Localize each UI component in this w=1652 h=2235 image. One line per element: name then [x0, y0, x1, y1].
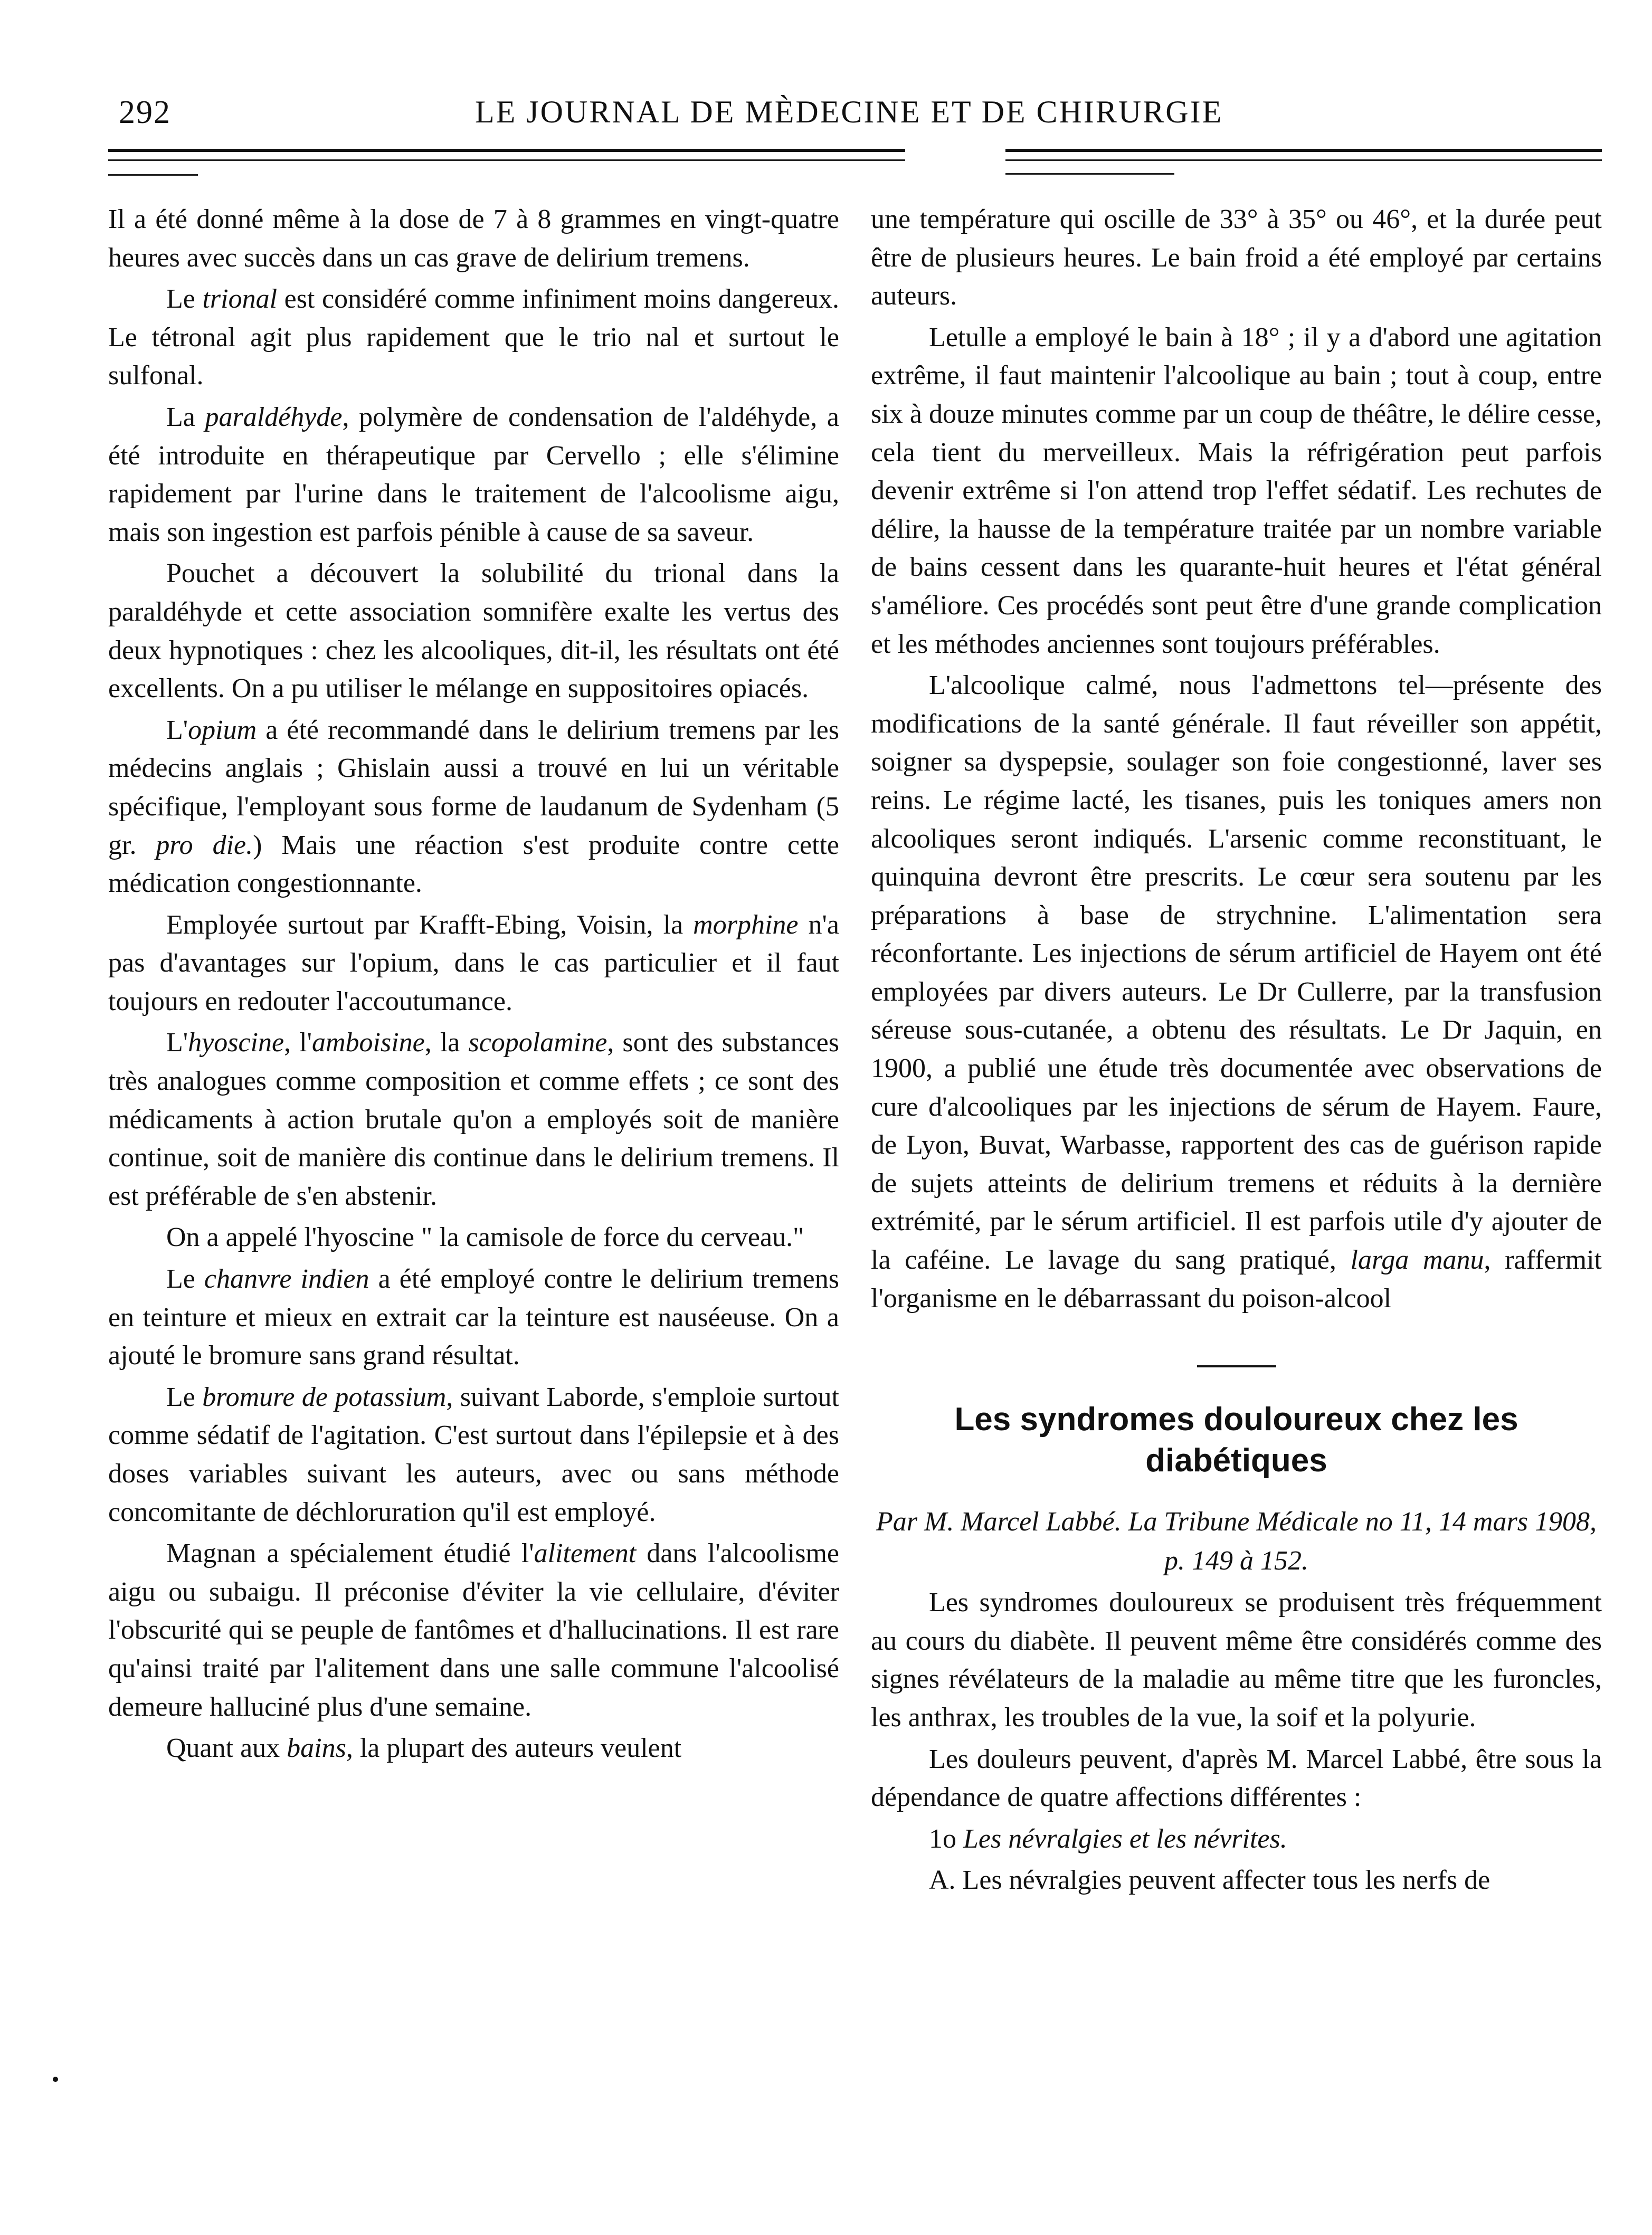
term-amboisine: amboisine	[312, 1028, 425, 1058]
header-rule-short-left	[108, 174, 198, 176]
left-column	[108, 201, 839, 1768]
term-larga-manu: larga manu	[1350, 1245, 1484, 1276]
paragraph-morphine	[108, 906, 839, 1021]
term-trional: trional	[202, 284, 278, 315]
term-pro-die: pro die.	[156, 830, 253, 860]
header-rule-left	[108, 149, 905, 152]
right-column	[871, 201, 1602, 1900]
paragraph-pouchet	[108, 555, 839, 708]
text: , sont des substances très analogues comme composition et comme effets ; ce sont des médicaments à action brutale qu'on a employés soit de manière continue, soit de manière dis continue dans le delirium tremens. Il est préférable de s'en abstenir.	[108, 1028, 839, 1211]
text: L'	[166, 1028, 188, 1058]
text: Magnan a spécialement étudié l'	[166, 1538, 534, 1569]
paragraph-trional	[108, 280, 839, 395]
text: L'	[166, 715, 188, 745]
text: a été recommandé dans le delirium tremens par les médecins anglais ; Ghislain aussi a trouvé en lui un véritable spécifique, l'employant sous forme de laudanum de Sydenham (5 gr.	[108, 715, 839, 860]
text: Les syndromes douloureux se produisent très fréquemment au cours du diabète. Il peuvent même être considérés comme des signes révélateurs de la maladie au même titre que les furoncles, les anthrax, les troubles de la vue, la soif et la polyurie.	[871, 1587, 1602, 1733]
term-bromure: bromure de potassium	[202, 1382, 447, 1412]
paragraph-bromure	[108, 1378, 839, 1532]
section-title: Les syndromes douloureux chez les diabétiques	[954, 1401, 1518, 1479]
paragraph-douleurs	[871, 1741, 1602, 1817]
paragraph-nevralgies-heading	[871, 1820, 1602, 1859]
section-separator	[1197, 1365, 1276, 1367]
text: Le	[166, 1264, 204, 1295]
text: , l'	[284, 1028, 312, 1058]
paragraph-paraldehyde	[108, 398, 839, 551]
header-rule-right	[1005, 149, 1602, 152]
paragraph-alitement	[108, 1535, 839, 1726]
paragraph-letulle	[871, 319, 1602, 663]
margin-dot	[53, 2077, 58, 2082]
header-rule-right-thin	[1005, 159, 1602, 161]
text: une température qui oscille de 33° à 35° ou 46°, et la durée peut être de plusieurs heures. Le bain froid a été employé par certains auteurs.	[871, 204, 1602, 311]
text: , suivant Laborde, s'emploie surtout comme sédatif de l'agitation. C'est surtout dans l'épilepsie et à des doses variables suivant les auteurs, avec ou sans méthode concomitante de déchloruration qu'il est employé.	[108, 1382, 840, 1527]
text: , la plupart des auteurs veulent	[346, 1733, 682, 1764]
text: Les douleurs peuvent, d'après M. Marcel Labbé, être sous la dépendance de quatre affections différentes :	[871, 1744, 1602, 1813]
text: Le	[166, 284, 203, 315]
page-number: 292	[119, 94, 171, 130]
text: dans l'alcoolisme aigu ou subaigu. Il préconise d'éviter la vie cellulaire, d'éviter l'obscurité qui se peuple de fantômes et d'hallucinations. Il est rare qu'ainsi traité par l'alitement dans une salle commune l'alcoolisé demeure halluciné plus d'une semaine.	[108, 1538, 839, 1722]
text: Pouchet a découvert la solubilité du trional dans la paraldéhyde et cette association somnifère exalte les vertus des deux hypnotiques : chez les alcooliques, dit-il, les résultats ont été excellents. On a pu utiliser le mélange en suppositoires opiacés.	[108, 558, 839, 704]
paragraph-chanvre	[108, 1260, 839, 1375]
term-chanvre-indien: chanvre indien	[204, 1264, 369, 1295]
paragraph-hyoscine	[108, 1024, 839, 1215]
paragraph-nevralgies	[871, 1861, 1602, 1900]
text: a été employé contre le delirium tremens en teinture et mieux en extrait car la teinture est nauséeuse. On a ajouté le bromure sans grand résultat.	[108, 1264, 839, 1371]
term-morphine: morphine	[693, 909, 799, 940]
paragraph-opium	[108, 711, 839, 903]
text: n'a pas d'avantages sur l'opium, dans le cas particulier et il faut toujours en redouter l'accoutumance.	[108, 909, 839, 1016]
text: , raffermit l'organisme en le débarrassant du poison-alcool	[871, 1245, 1602, 1314]
term-bains: bains	[287, 1733, 346, 1764]
text: On a appelé l'hyoscine " la camisole de force du cerveau."	[166, 1222, 804, 1253]
term-paraldehyde: paraldéhyde	[205, 402, 343, 432]
paragraph	[108, 201, 839, 277]
term-opium: opium	[188, 715, 257, 745]
journal-title: LE JOURNAL DE MÈDECINE ET DE CHIRURGIE	[475, 94, 1223, 129]
header-rule-left-thin	[108, 159, 905, 161]
text: Letulle a employé le bain à 18° ; il y a d'abord une agitation extrême, il faut maintenir l'alcoolique au bain ; tout à coup, entre six à douze minutes comme par un coup de théâtre, le délire cesse, cela tient du merveilleux. Mais la réfrigération peut parfois devenir extrême si l'on attend trop l'effet sédatif. Les rechutes de délire, la hausse de la température traitée par un nombre variable de bains cessent dans les quarante-huit heures et l'état général s'améliore. Ces procédés sont peut être d'une grande complication et les méthodes anciennes sont toujours préférables.	[871, 322, 1602, 659]
term-hyoscine: hyoscine	[188, 1028, 284, 1058]
text: 1o	[929, 1823, 963, 1854]
text: Il a été donné même à la dose de 7 à 8 grammes en vingt-quatre heures avec succès dans un cas grave de delirium tremens.	[108, 204, 839, 273]
term-alitement: alitement	[534, 1538, 637, 1569]
paragraph-syndromes	[871, 1584, 1602, 1737]
paragraph-bains	[108, 1729, 839, 1768]
paragraph-camisole	[108, 1219, 839, 1257]
text: ) Mais une réaction s'est produite contre cette médication congestionnante.	[108, 830, 839, 899]
text: Employée surtout par Krafft-Ebing, Voisin, la	[166, 909, 694, 940]
text: L'alcoolique calmé, nous l'admettons tel—présente des modifications de la santé générale. Il faut réveiller son appétit, soigner sa dyspepsie, soulager son foie congestionné, laver ses reins. Le régime lacté, les tisanes, puis les toniques amers non alcooliques seront indiqués. L'arsenic comme reconstituant, le quinquina devront être prescrits. Le cœur sera soutenu par les préparations à base de strychnine. L'alimentation sera réconfortante. Les injections de sérum artificiel de Hayem ont été employées par divers auteurs. Le Dr Cullerre, par la transfusion séreuse sous-cutanée, a obtenu des résultats. Le Dr Jaquin, en 1900, a publié une étude très documentée avec observations de cure d'alcooliques par les injections de sérum de Hayem. Faure, de Lyon, Buvat, Warbasse, rapportent des cas de guérison rapide de sujets atteints de delirium tremens et réduits à la dernière extrémité, par le sérum artificiel. Il est parfois utile d'y ajouter de la caféine. Le lavage du sang pratiqué,	[871, 670, 1602, 1276]
text: La	[166, 402, 205, 432]
text: A. Les névralgies peuvent affecter tous les nerfs de	[929, 1865, 1490, 1896]
text: , polymère de condensation de l'aldéhyde, a été introduite en thérapeutique par Cervello ; elle s'élimine rapidement par l'urine dans le traitement de l'alcoolisme aigu, mais son ingestion est parfois pénible à cause de sa saveur.	[108, 402, 839, 547]
text: Quant aux	[166, 1733, 287, 1764]
header-rule-short-right	[1005, 173, 1174, 175]
term-scopolamine: scopolamine	[468, 1028, 607, 1058]
byline: Par M. Marcel Labbé. La Tribune Médicale no 11, 14 mars 1908, p. 149 à 152.	[876, 1507, 1597, 1576]
text: Le	[166, 1382, 203, 1412]
paragraph-alcoolique-calme	[871, 667, 1602, 1318]
text: , la	[424, 1028, 469, 1058]
text: est considéré comme infiniment moins dangereux. Le tétronal agit plus rapidement que le trio nal et surtout le sulfonal.	[108, 284, 839, 391]
term-nevralgies: Les névralgies et les névrites.	[963, 1823, 1287, 1854]
paragraph	[871, 201, 1602, 316]
